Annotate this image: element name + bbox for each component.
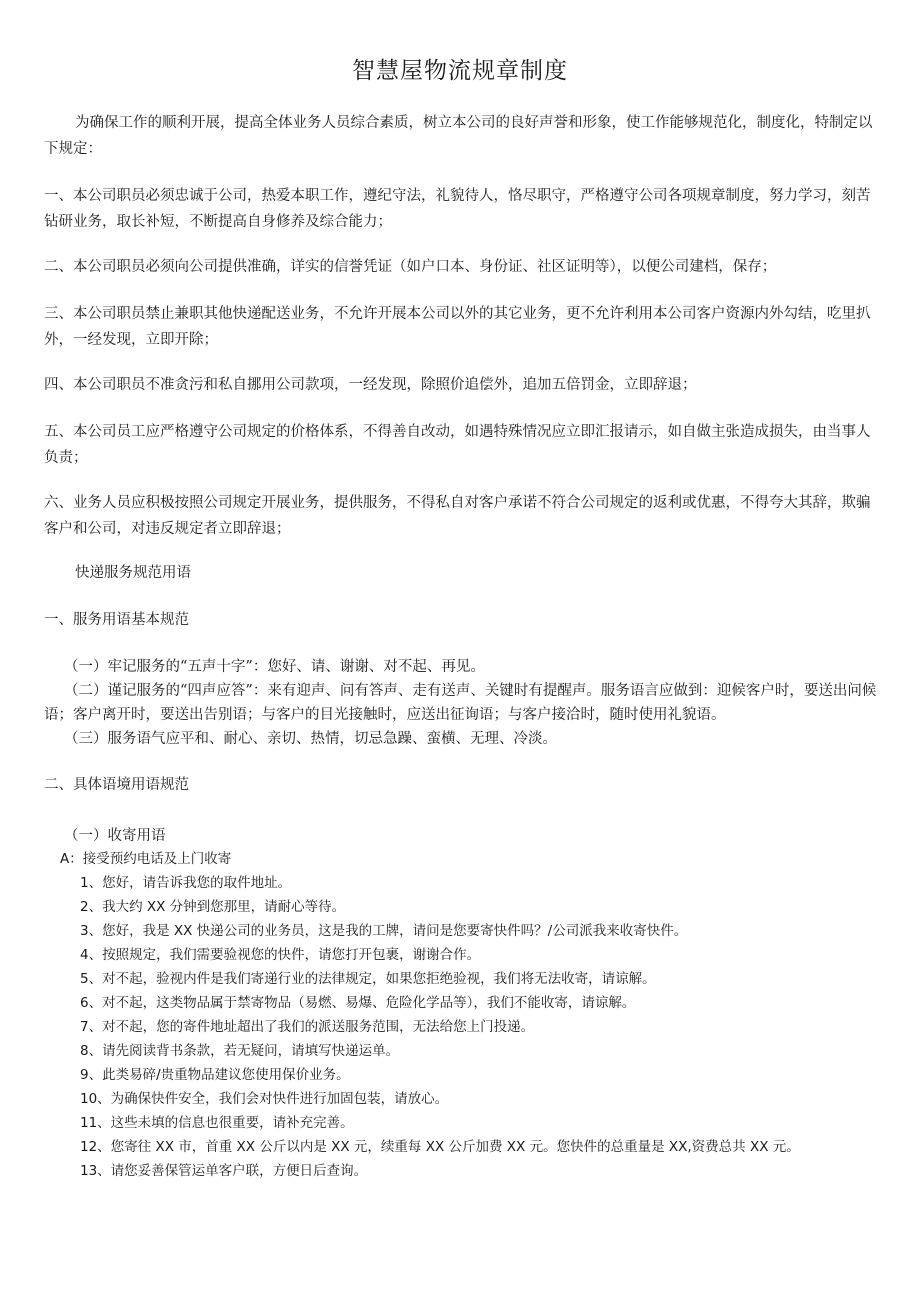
section-title: 快递服务规范用语: [75, 565, 191, 581]
phrase-12: 12、您寄往 XX 市，首重 XX 公斤以内是 XX 元，续重每 XX 公斤加费 XX 元。您快件的总重量是 XX,资费总共 XX 元。: [80, 1139, 800, 1155]
rule-2: 二、本公司职员必须向公司提供准确，详实的信誉凭证（如户口本、身份证、社区证明等），以便公司建档，保存；: [44, 259, 777, 275]
specific-sub-heading: （一）收寄用语: [64, 828, 166, 844]
rule-5: 五、本公司员工应严格遵守公司规定的价格体系，不得善自改动，如遇特殊情况应立即汇报请示，如自做主张造成损失，由当事人负责；: [44, 424, 871, 466]
phrase-1: 1、您好，请告诉我您的取件地址。: [80, 875, 292, 891]
rule-6: 六、业务人员应积极按照公司规定开展业务，提供服务，不得私自对客户承诺不符合公司规定的返利或优惠，不得夸大其辞，欺骗客户和公司，对违反规定者立即辞退；: [44, 495, 871, 537]
phrase-13: 13、请您妥善保管运单客户联，方便日后查询。: [80, 1163, 368, 1179]
intro-paragraph: 为确保工作的顺利开展，提高全体业务人员综合素质，树立本公司的良好声誉和形象，使工作能够规范化，制度化，特制定以下规定：: [44, 115, 873, 157]
basic-item-2: （二）谨记服务的“四声应答”：来有迎声、问有答声、走有送声、关键时有提醒声。服务语言应做到：迎候客户时，要送出问候语；客户离开时，要送出告别语；与客户的目光接触时，应送出征询语；与客户接洽时，随时使用礼貌语。: [44, 683, 877, 723]
phrase-6: 6、对不起，这类物品属于禁寄物品（易燃、易爆、危险化学品等），我们不能收寄，请谅解。: [80, 995, 636, 1011]
phrase-7: 7、对不起，您的寄件地址超出了我们的派送服务范围，无法给您上门投递。: [80, 1019, 535, 1035]
rule-4: 四、本公司职员不准贪污和私自挪用公司款项，一经发现，除照价追偿外，追加五倍罚金，立即辞退；: [44, 377, 697, 393]
document-title: 智慧屋物流规章制度: [352, 58, 568, 84]
specific-heading: 二、具体语境用语规范: [44, 777, 189, 793]
phrase-3: 3、您好，我是 XX 快递公司的业务员，这是我的工牌，请问是您要寄快件吗？/公司派我来收寄快件。: [80, 923, 688, 939]
phrase-4: 4、按照规定，我们需要验视您的快件，请您打开包裹，谢谢合作。: [80, 947, 481, 963]
phrase-8: 8、请先阅读背书条款，若无疑问，请填写快递运单。: [80, 1043, 400, 1059]
rule-3: 三、本公司职员禁止兼职其他快递配送业务，不允许开展本公司以外的其它业务，更不允许利用本公司客户资源内外勾结，吃里扒外，一经发现，立即开除；: [44, 306, 871, 348]
phrase-10: 10、为确保快件安全，我们会对快件进行加固包装，请放心。: [80, 1091, 449, 1107]
basic-item-3: （三）服务语气应平和、耐心、亲切、热情，切忌急躁、蛮横、无理、冷淡。: [64, 731, 557, 747]
phrase-11: 11、这些未填的信息也很重要，请补充完善。: [80, 1115, 354, 1131]
basic-item-1: （一）牢记服务的“五声十字”：您好、请、谢谢、对不起、再见。: [64, 659, 485, 675]
phrase-9: 9、此类易碎/贵重物品建议您使用保价业务。: [80, 1067, 350, 1083]
phrase-2: 2、我大约 XX 分钟到您那里，请耐心等待。: [80, 899, 346, 915]
phrase-5: 5、对不起，验视内件是我们寄递行业的法律规定，如果您拒绝验视，我们将无法收寄，请谅解。: [80, 971, 656, 987]
scenario-label: A：接受预约电话及上门收寄: [60, 851, 232, 867]
rule-1: 一、本公司职员必须忠诚于公司，热爱本职工作，遵纪守法，礼貌待人，恪尽职守，严格遵守公司各项规章制度，努力学习，刻苦钻研业务，取长补短，不断提高自身修养及综合能力；: [44, 188, 871, 230]
basic-heading: 一、服务用语基本规范: [44, 612, 189, 628]
